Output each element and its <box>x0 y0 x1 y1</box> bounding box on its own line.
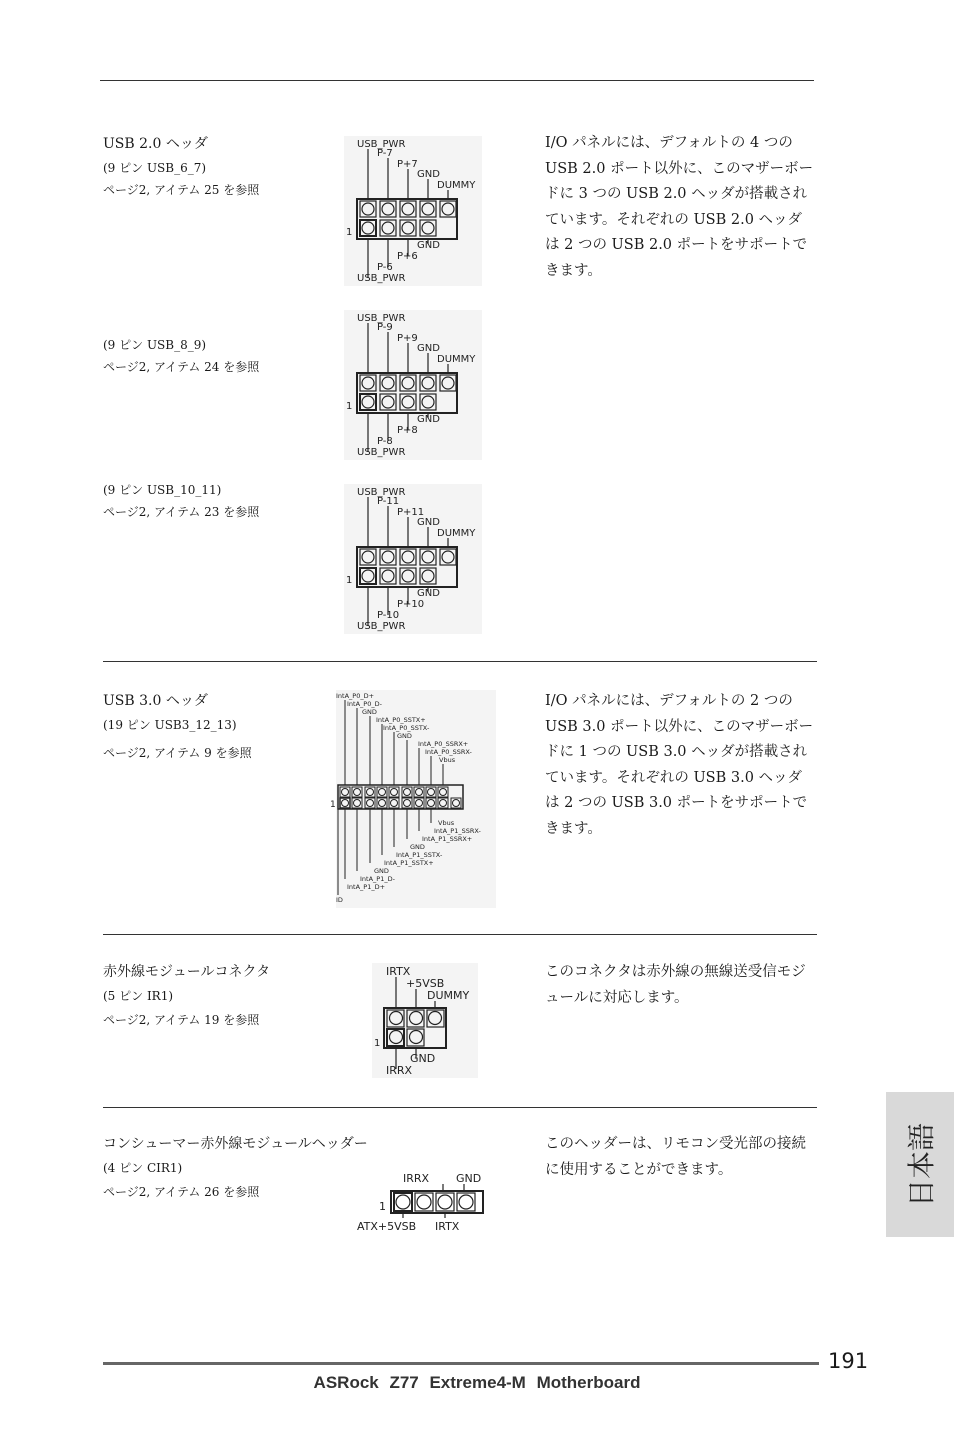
pin-label: USB_PWR <box>357 487 406 498</box>
ir-header-diagram <box>372 963 478 1078</box>
pin-one-marker: 1 <box>379 1200 386 1213</box>
usb2-label-block <box>103 135 259 199</box>
pin-label: IntA_P0_D+ <box>336 692 375 700</box>
pin-label: GND <box>417 517 440 528</box>
pin-label: IRTX <box>386 965 411 978</box>
pin-label: P-7 <box>377 148 393 159</box>
usb2-pin-count-2: (9 ピン USB_8_9) <box>103 338 207 352</box>
pin-label: USB_PWR <box>357 621 406 632</box>
pin-label: P+11 <box>397 507 425 518</box>
section-divider <box>103 1107 817 1108</box>
pin-label: GND <box>410 1052 436 1065</box>
usb2-pin-count-3: (9 ピン USB_10_11) <box>103 483 222 497</box>
language-tab-label: 日本語 <box>905 1122 938 1207</box>
pin-label: IntA_P1_SSTX- <box>396 851 443 859</box>
pin-label: IntA_P0_SSRX- <box>425 748 472 756</box>
pin-label: USB_PWR <box>357 139 406 150</box>
section-divider <box>103 661 817 662</box>
pin-label: GND <box>410 843 425 851</box>
usb2-page-ref-3: ページ2, アイテム 23 を参照 <box>103 505 260 519</box>
ir-description: このコネクタは赤外線の無線送受信モジュールに対応します。 <box>545 964 806 1006</box>
language-tab <box>886 1092 954 1237</box>
cir-description: このヘッダーは、リモコン受光部の接続に使用することができます。 <box>545 1136 806 1178</box>
footer-rule <box>103 1362 819 1365</box>
pin-one-marker: 1 <box>346 401 353 412</box>
ir-pin-count: (5 ピン IR1) <box>103 989 174 1003</box>
pin-label: IRRX <box>403 1172 430 1185</box>
pin-one-marker: 1 <box>346 227 353 238</box>
pin-label: DUMMY <box>437 354 476 365</box>
usb3-label-block <box>103 692 252 762</box>
ir-page-ref: ページ2, アイテム 19 を参照 <box>103 1013 260 1027</box>
pin-label: IntA_P0_SSTX- <box>383 724 430 732</box>
pin-label: IRRX <box>386 1064 413 1077</box>
pin-label: IntA_P1_SSRX- <box>434 827 481 835</box>
pin-label: P+7 <box>397 159 418 170</box>
pin-label: GND <box>417 343 440 354</box>
pin-label: P-8 <box>377 436 393 447</box>
ir-title: 赤外線モジュールコネクタ <box>103 964 271 980</box>
pin-label: GND <box>417 240 440 251</box>
pin-label: USB_PWR <box>357 447 406 458</box>
usb3-header-diagram <box>330 690 505 908</box>
cir-page-ref: ページ2, アイテム 26 を参照 <box>103 1185 260 1199</box>
section-divider <box>103 934 817 935</box>
page-number: 191 <box>828 1349 869 1373</box>
usb2-pin-count-1: (9 ピン USB_6_7) <box>103 161 207 175</box>
footer-title: ASRock Z77 Extreme4-M Motherboard <box>313 1373 641 1392</box>
pin-label: IntA_P0_SSRX+ <box>418 740 469 748</box>
usb3-page-ref: ページ2, アイテム 9 を参照 <box>103 746 252 760</box>
pin-label: ID <box>336 896 343 904</box>
usb2-page-ref-1: ページ2, アイテム 25 を参照 <box>103 183 260 197</box>
pin-label: P+8 <box>397 425 418 436</box>
pin-label: IntA_P1_SSTX+ <box>384 859 434 867</box>
usb2-title: USB 2.0 ヘッダ <box>103 136 208 152</box>
pin-label: +5VSB <box>406 977 445 990</box>
pin-label: ATX+5VSB <box>357 1220 417 1233</box>
pin-label: P+9 <box>397 333 418 344</box>
usb3-title: USB 3.0 ヘッダ <box>103 693 208 709</box>
pin-label: IntA_P1_SSRX+ <box>422 835 473 843</box>
pin-label: GND <box>397 732 412 740</box>
pin-one-marker: 1 <box>374 1038 381 1049</box>
pin-label: DUMMY <box>427 989 470 1002</box>
pin-label: IntA_P1_D+ <box>347 883 386 891</box>
pin-label: USB_PWR <box>357 273 406 284</box>
usb2-description: I/O パネルには、デフォルトの 4 つの USB 2.0 ポート以外に、このマザーボードに 3 つの USB 2.0 ヘッダが搭載されています。それぞれの USB 2.0 ヘッダは 2 つの USB 2.0 ポートをサポートできます。 <box>545 135 814 279</box>
pin-one-marker: 1 <box>330 800 336 810</box>
pin-label: GND <box>417 414 440 425</box>
pin-label: IntA_P0_SSTX+ <box>376 716 426 724</box>
usb2-header-diagram-2 <box>344 310 482 460</box>
usb2-page-ref-2: ページ2, アイテム 24 を参照 <box>103 360 260 374</box>
pin-label: Vbus <box>439 756 456 764</box>
usb2-header-diagram-1 <box>344 136 482 286</box>
usb2-label-block-3 <box>103 481 259 521</box>
top-rule <box>100 80 814 81</box>
usb3-description: I/O パネルには、デフォルトの 2 つの USB 3.0 ポート以外に、このマザーボードに 1 つの USB 3.0 ヘッダが搭載されています。それぞれの USB 3.0 ヘッダは 2 つの USB 3.0 ポートをサポートできます。 <box>545 693 814 837</box>
pin-one-marker: 1 <box>346 575 353 586</box>
pin-label: P-11 <box>377 496 400 507</box>
cir-label-block <box>103 1135 368 1201</box>
pin-label: GND <box>456 1172 482 1185</box>
pin-label: USB_PWR <box>357 313 406 324</box>
usb2-header-diagram-3 <box>344 484 482 634</box>
pin-label: IRTX <box>435 1220 460 1233</box>
pin-label: GND <box>362 708 377 716</box>
ir-label-block <box>103 963 270 1029</box>
pin-label: P+10 <box>397 599 425 610</box>
pin-label: DUMMY <box>437 528 476 539</box>
cir-title: コンシューマー赤外線モジュールヘッダー <box>103 1136 368 1152</box>
pin-label: GND <box>417 588 440 599</box>
pin-label: P-9 <box>377 322 393 333</box>
pin-label: GND <box>417 169 440 180</box>
pin-label: DUMMY <box>437 180 476 191</box>
pin-label: IntA_P0_D- <box>347 700 382 708</box>
usb3-pin-count: (19 ピン USB3_12_13) <box>103 718 237 732</box>
pin-label: GND <box>374 867 389 875</box>
cir-header-diagram <box>357 1168 492 1236</box>
pin-label: IntA_P1_D- <box>360 875 395 883</box>
pin-label: Vbus <box>438 819 455 827</box>
usb2-label-block-2 <box>103 336 259 376</box>
pin-label: P-10 <box>377 610 400 621</box>
pin-label: P+6 <box>397 251 418 262</box>
cir-pin-count: (4 ピン CIR1) <box>103 1161 183 1175</box>
pin-label: P-6 <box>377 262 393 273</box>
